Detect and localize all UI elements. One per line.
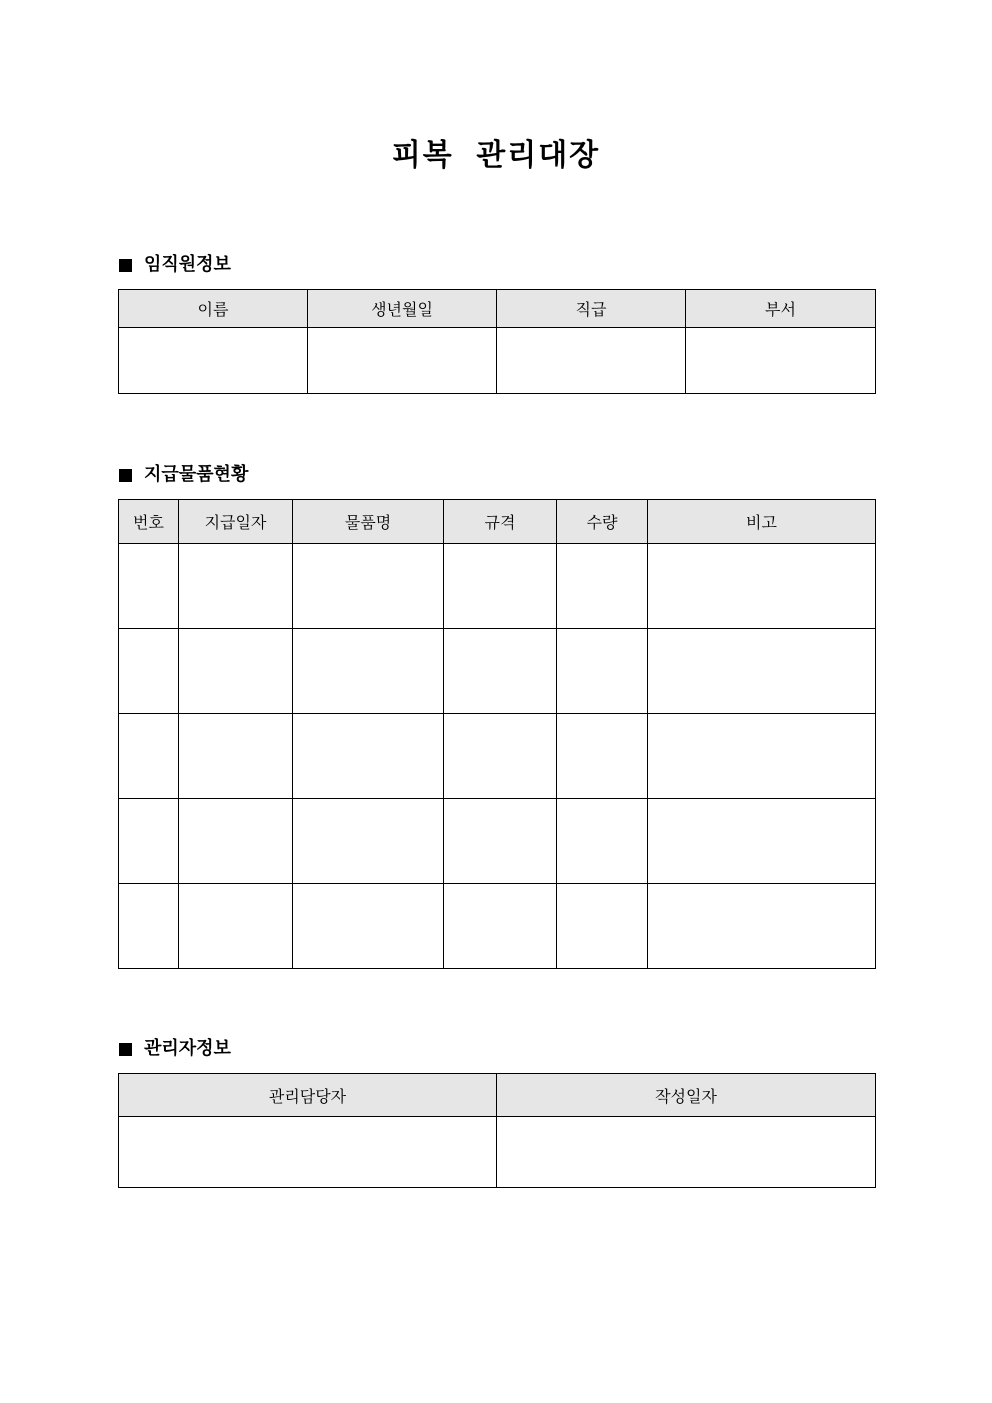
item-name-cell[interactable] (293, 629, 444, 714)
employee-info-table (118, 289, 876, 394)
issue-date-cell[interactable] (179, 714, 293, 799)
number-cell[interactable] (119, 714, 179, 799)
spec-cell[interactable] (444, 629, 557, 714)
table-header-row (119, 500, 876, 544)
table-header-row (119, 290, 876, 328)
remarks-cell[interactable] (648, 629, 876, 714)
table-row (119, 799, 876, 884)
item-name-cell[interactable] (293, 544, 444, 629)
issue-date-cell[interactable] (179, 799, 293, 884)
remarks-cell[interactable] (648, 799, 876, 884)
quantity-cell[interactable] (557, 544, 648, 629)
quantity-cell[interactable] (557, 629, 648, 714)
department-cell[interactable] (686, 328, 876, 394)
item-name-cell[interactable] (293, 714, 444, 799)
square-bullet-icon (119, 1043, 132, 1056)
spec-cell[interactable] (444, 799, 557, 884)
issue-date-cell[interactable] (179, 629, 293, 714)
column-header-issue-date: 지급일자 (179, 500, 293, 544)
column-header-spec: 규격 (444, 500, 557, 544)
spec-cell[interactable] (444, 544, 557, 629)
column-header-manager: 관리담당자 (119, 1074, 497, 1117)
issue-date-cell[interactable] (179, 544, 293, 629)
column-header-birthdate: 생년월일 (308, 290, 497, 328)
table-row (119, 544, 876, 629)
birthdate-cell[interactable] (308, 328, 497, 394)
table-row (119, 1117, 876, 1188)
number-cell[interactable] (119, 799, 179, 884)
column-header-department: 부서 (686, 290, 876, 328)
number-cell[interactable] (119, 884, 179, 969)
section-heading-label: 지급물품현황 (144, 464, 249, 485)
spec-cell[interactable] (444, 714, 557, 799)
manager-cell[interactable] (119, 1117, 497, 1188)
section-heading-label: 관리자정보 (144, 1038, 231, 1059)
issued-items-table (118, 499, 876, 969)
document-title: 피복 관리대장 (391, 138, 601, 173)
square-bullet-icon (119, 259, 132, 272)
column-header-number: 번호 (119, 500, 179, 544)
column-header-item-name: 물품명 (293, 500, 444, 544)
number-cell[interactable] (119, 544, 179, 629)
table-row (119, 328, 876, 394)
manager-info-table (118, 1073, 876, 1188)
quantity-cell[interactable] (557, 714, 648, 799)
section-heading-label: 임직원정보 (144, 254, 231, 275)
square-bullet-icon (119, 469, 132, 482)
spec-cell[interactable] (444, 884, 557, 969)
table-row (119, 714, 876, 799)
item-name-cell[interactable] (293, 884, 444, 969)
table-row (119, 884, 876, 969)
column-header-rank: 직급 (497, 290, 686, 328)
table-header-row (119, 1074, 876, 1117)
quantity-cell[interactable] (557, 799, 648, 884)
rank-cell[interactable] (497, 328, 686, 394)
table-row (119, 629, 876, 714)
column-header-written-date: 작성일자 (497, 1074, 876, 1117)
number-cell[interactable] (119, 629, 179, 714)
section-heading-manager (119, 1037, 231, 1061)
section-heading-items (119, 463, 248, 487)
remarks-cell[interactable] (648, 544, 876, 629)
column-header-name: 이름 (119, 290, 308, 328)
column-header-remarks: 비고 (648, 500, 876, 544)
issue-date-cell[interactable] (179, 884, 293, 969)
written-date-cell[interactable] (497, 1117, 876, 1188)
remarks-cell[interactable] (648, 884, 876, 969)
name-cell[interactable] (119, 328, 308, 394)
column-header-quantity: 수량 (557, 500, 648, 544)
remarks-cell[interactable] (648, 714, 876, 799)
section-heading-employee (119, 253, 231, 277)
quantity-cell[interactable] (557, 884, 648, 969)
item-name-cell[interactable] (293, 799, 444, 884)
